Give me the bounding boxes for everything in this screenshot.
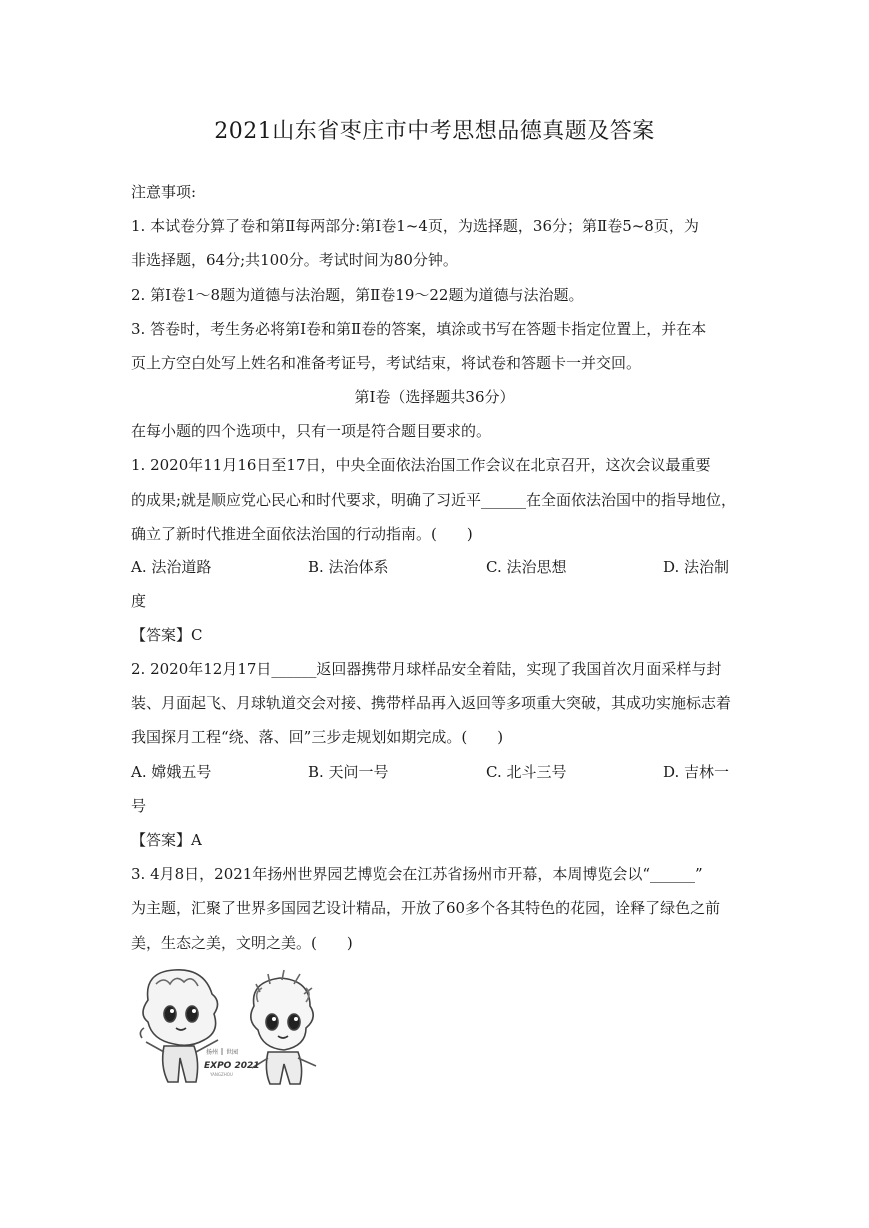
note-line: 1. 本试卷分算了卷和第Ⅱ每两部分:第Ⅰ卷1~4页，为选择题，36分；第Ⅱ卷5~8页，为 bbox=[131, 217, 699, 235]
mascot-illustration bbox=[134, 962, 364, 1102]
question-3-line: 3. 4月8日，2021年扬州世界园艺博览会在江苏省扬州市开幕，本周博览会以“______” bbox=[131, 865, 703, 883]
logo-tag-left: 扬州 bbox=[206, 1049, 219, 1056]
note-line: 3. 答卷时，考生务必将第Ⅰ卷和第Ⅱ卷的答案，填涂或书写在答题卡指定位置上，并在本 bbox=[131, 320, 707, 338]
option-c: C. 北斗三号 bbox=[486, 763, 567, 781]
option-a: A. 法治道路 bbox=[131, 558, 212, 576]
logo-text: EXPO 2021 bbox=[204, 1061, 260, 1071]
mascot-image bbox=[134, 962, 364, 1102]
question-1-line: 1. 2020年11月16日至17日，中央全面依法治国工作会议在北京召开，这次会议最重要 bbox=[131, 456, 711, 474]
question-2-line: 我国探月工程“绕、落、回”三步走规划如期完成。( ) bbox=[131, 728, 504, 746]
question-3-line: 美，生态之美，文明之美。( ) bbox=[131, 934, 353, 952]
note-line: 页上方空白处写上姓名和准备考证号，考试结束，将试卷和答题卡一并交回。 bbox=[131, 354, 642, 372]
option-d-overflow: 度 bbox=[131, 592, 147, 610]
right-mascot bbox=[251, 970, 316, 1084]
option-c: C. 法治思想 bbox=[486, 558, 567, 576]
expo-logo bbox=[204, 1048, 260, 1077]
answer-1: 【答案】C bbox=[131, 626, 203, 644]
option-a: A. 嫦娥五号 bbox=[131, 763, 212, 781]
logo-tag-right: 世园 bbox=[226, 1049, 239, 1056]
logo-sub: YANGZHOU bbox=[210, 1072, 233, 1077]
question-2-line: 装、月面起飞、月球轨道交会对接、携带样品再入返回等多项重大突破，其成功实施标志着 bbox=[131, 694, 732, 712]
option-d: D. 法治制 bbox=[663, 558, 730, 576]
note-line: 2. 第Ⅰ卷1～8题为道德与法治题，第Ⅱ卷19～22题为道德与法治题。 bbox=[131, 286, 584, 304]
section-title: 第Ⅰ卷（选择题共36分） bbox=[354, 388, 515, 406]
note-line: 非选择题，64分;共100分。考试时间为80分钟。 bbox=[131, 251, 458, 269]
instruction: 在每小题的四个选项中，只有一项是符合题目要求的。 bbox=[131, 422, 492, 440]
option-b: B. 法治体系 bbox=[308, 558, 389, 576]
question-2-line: 2. 2020年12月17日______返回器携带月球样品安全着陆，实现了我国首次月面采样与封 bbox=[131, 660, 722, 678]
notes-heading: 注意事项: bbox=[131, 183, 197, 201]
option-d: D. 吉林一 bbox=[663, 763, 730, 781]
page-title: 2021山东省枣庄市中考思想品德真题及答案 bbox=[214, 119, 655, 144]
question-2-options bbox=[131, 762, 736, 782]
question-3-line: 为主题，汇聚了世界多国园艺设计精品，开放了60多个各其特色的花园，诠释了绿色之前 bbox=[131, 899, 721, 917]
question-1-line: 确立了新时代推进全面依法治国的行动指南。( ) bbox=[131, 525, 473, 543]
option-d-overflow: 号 bbox=[131, 797, 147, 815]
question-1-line: 的成果;就是顺应党心民心和时代要求，明确了习近平______在全面依法治国中的指导地位， bbox=[131, 491, 737, 509]
question-1-options bbox=[131, 557, 736, 577]
option-b: B. 天问一号 bbox=[308, 763, 389, 781]
answer-2: 【答案】A bbox=[131, 831, 202, 849]
